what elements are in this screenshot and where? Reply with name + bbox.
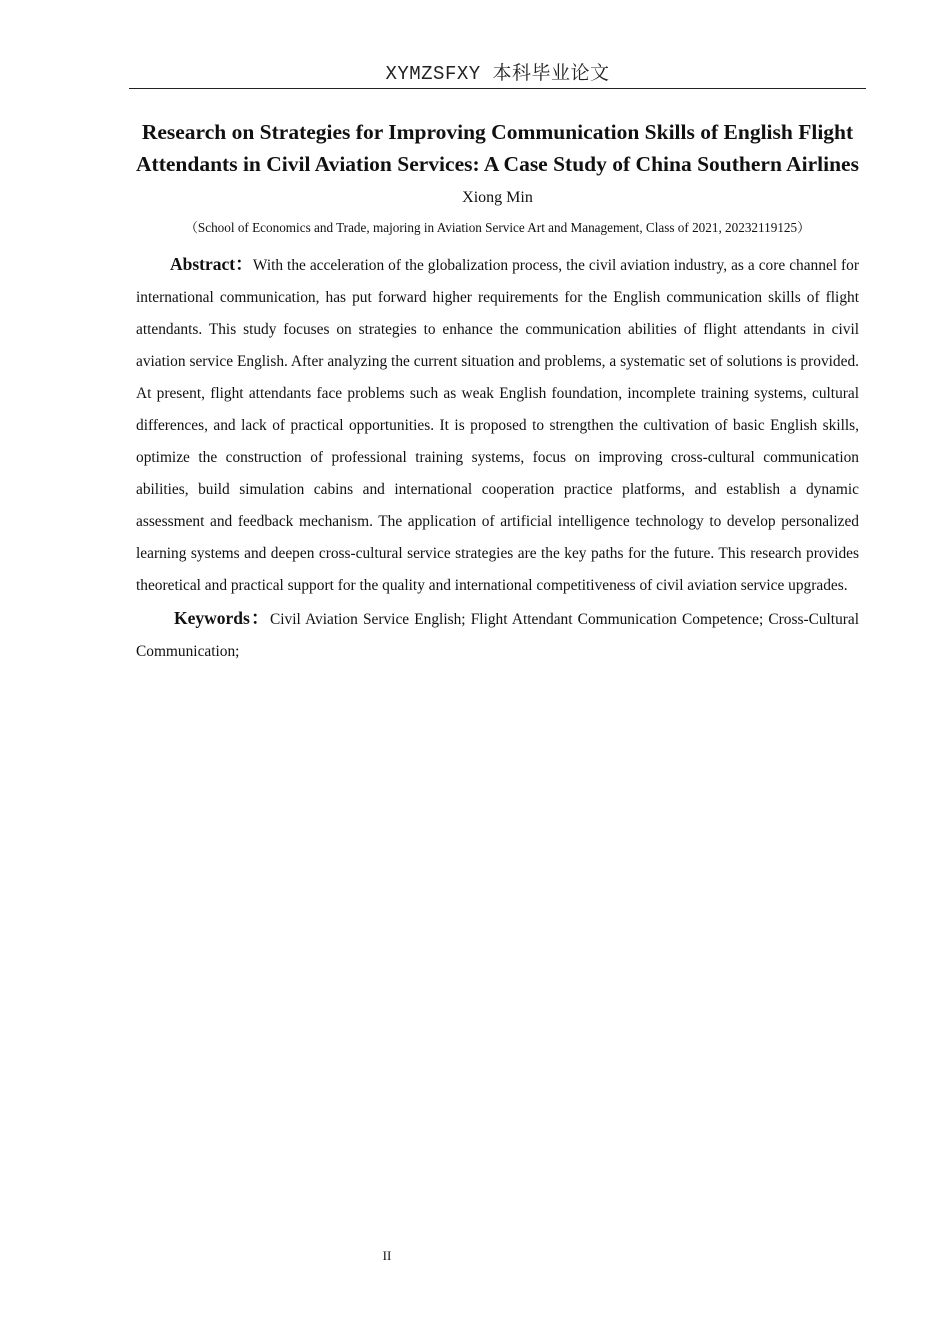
- abstract-paragraph: [136, 248, 859, 602]
- keywords-paragraph: [136, 602, 859, 668]
- abstract-text: With the acceleration of the globalization process, the civil aviation industry, as a core channel for international communication, has put forward higher requirements for the English communication skills of flight attendants. This study focuses on strategies to enhance the communication abilities of flight attendants in civil aviation service English. After analyzing the current situation and problems, a systematic set of solutions is provided. At present, flight attendants face problems such as weak English foundation, incomplete training systems, cultural differences, and lack of practical opportunities. It is proposed to strengthen the cultivation of basic English skills, optimize the construction of professional training systems, focus on improving cross-cultural communication abilities, build simulation cabins and international cooperation practice platforms, and establish a dynamic assessment and feedback mechanism. The application of artificial intelligence technology to develop personalized learning systems and deepen cross-cultural service strategies are the key paths for the future. This research provides theoretical and practical support for the quality and international competitiveness of civil aviation service upgrades.: [136, 257, 859, 594]
- keywords-label: Keywords：: [174, 608, 270, 628]
- header-rule: [129, 88, 866, 89]
- abstract-label: Abstract：: [170, 254, 253, 274]
- page-content: [136, 116, 859, 668]
- page-number: II: [382, 1248, 392, 1263]
- author-name: Xiong Min: [462, 189, 533, 206]
- paper-title: Research on Strategies for Improving Communication Skills of English Flight Attendants in Civil Aviation Services: A Case Study of China Southern Airlines: [136, 120, 859, 176]
- author-affiliation: （School of Economics and Trade, majoring in Aviation Service Art and Management, Class of 2021, 20232119125）: [184, 220, 811, 235]
- running-header: XYMZSFXY 本科毕业论文: [385, 63, 610, 85]
- keywords-text: Civil Aviation Service English; Flight Attendant Communication Competence; Cross-Cultural Communication;: [136, 611, 860, 660]
